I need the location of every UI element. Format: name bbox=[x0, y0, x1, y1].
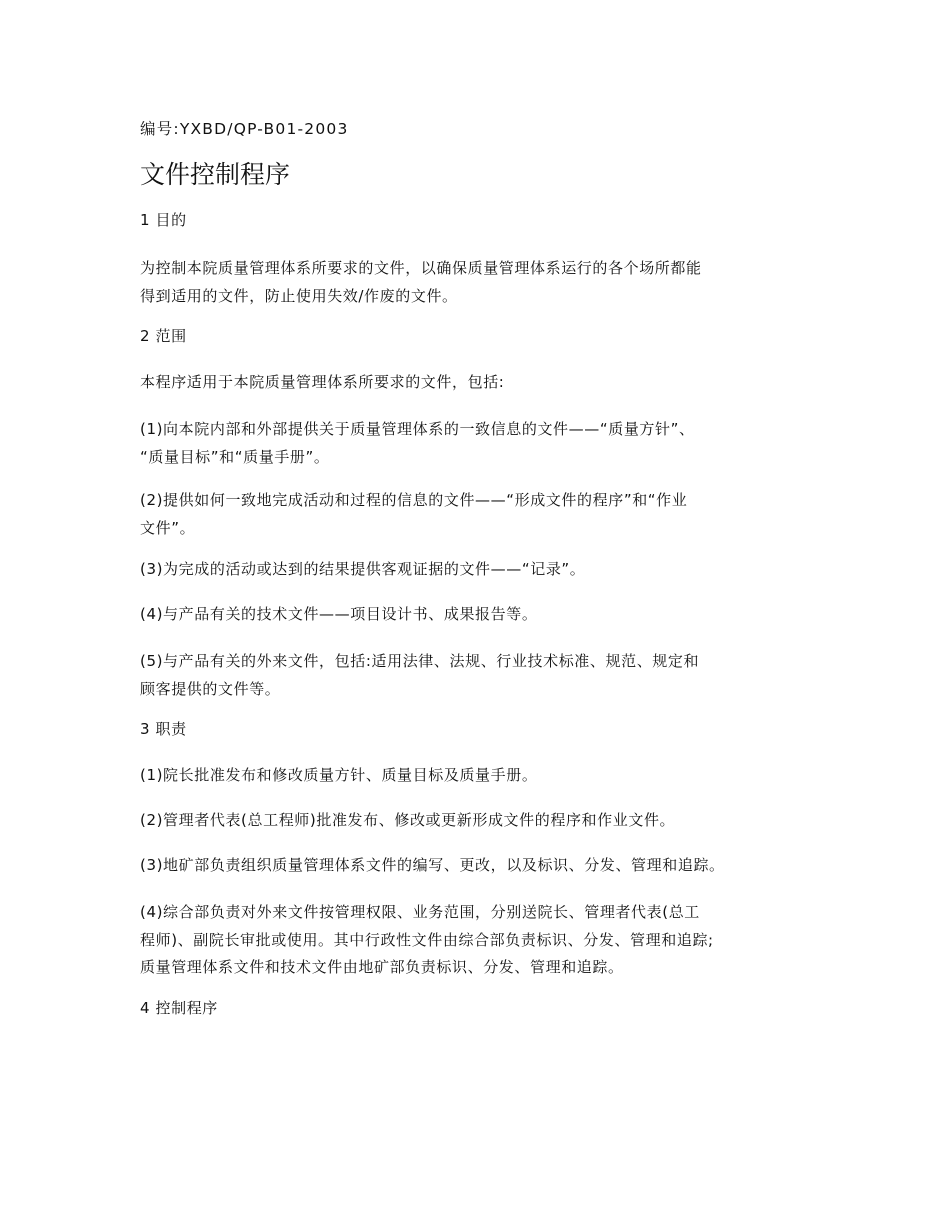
text-line: (5)与产品有关的外来文件，包括:适用法律、法规、行业技术标准、规范、规定和 bbox=[140, 652, 700, 670]
section-heading-duties: 3 职责 bbox=[140, 720, 187, 738]
text-line: “质量目标”和“质量手册”。 bbox=[140, 447, 330, 466]
text-line: (4)与产品有关的技术文件——项目设计书、成果报告等。 bbox=[140, 605, 538, 623]
document-title: 文件控制程序 bbox=[140, 160, 291, 189]
text-line: (3)地矿部负责组织质量管理体系文件的编写、更改，以及标识、分发、管理和追踪。 bbox=[140, 856, 725, 874]
scope-item-2 bbox=[140, 487, 830, 542]
text-line: (3)为完成的活动或达到的结果提供客观证据的文件——“记录”。 bbox=[140, 560, 586, 578]
duty-item-1 bbox=[140, 764, 830, 786]
text-line: (4)综合部负责对外来文件按管理权限、业务范围，分别送院长、管理者代表(总工 bbox=[140, 903, 700, 921]
text-line: 本程序适用于本院质量管理体系所要求的文件，包括: bbox=[140, 373, 505, 391]
scope-item-3 bbox=[140, 558, 830, 580]
duty-item-4 bbox=[140, 899, 830, 982]
text-line: 文件”。 bbox=[140, 518, 196, 537]
document-body bbox=[140, 119, 830, 1043]
text-line: (2)管理者代表(总工程师)批准发布、修改或更新形成文件的程序和作业文件。 bbox=[140, 811, 676, 829]
duty-item-2 bbox=[140, 809, 830, 831]
document-number: 编号:YXBD/QP-B01-2003 bbox=[140, 120, 349, 138]
text-line: 质量管理体系文件和技术文件由地矿部负责标识、分发、管理和追踪。 bbox=[140, 958, 624, 976]
text-line: (2)提供如何一致地完成活动和过程的信息的文件——“形成文件的程序”和“作业 bbox=[140, 491, 688, 509]
section-heading-control: 4 控制程序 bbox=[140, 998, 218, 1017]
scope-item-5 bbox=[140, 648, 830, 703]
scope-item-4 bbox=[140, 603, 830, 625]
duty-item-3 bbox=[140, 854, 830, 876]
purpose-paragraph bbox=[140, 255, 830, 310]
section-heading-purpose: 1 目的 bbox=[140, 211, 187, 229]
scope-intro bbox=[140, 371, 830, 393]
section-heading-scope: 2 范围 bbox=[140, 327, 187, 345]
text-line: (1)向本院内部和外部提供关于质量管理体系的一致信息的文件——“质量方针”、 bbox=[140, 420, 695, 438]
scope-item-1 bbox=[140, 416, 830, 471]
text-line: 得到适用的文件，防止使用失效/作废的文件。 bbox=[140, 286, 458, 305]
text-line: (1)院长批准发布和修改质量方针、质量目标及质量手册。 bbox=[140, 766, 538, 784]
text-line: 为控制本院质量管理体系所要求的文件，以确保质量管理体系运行的各个场所都能 bbox=[140, 259, 702, 277]
text-line: 顾客提供的文件等。 bbox=[140, 679, 281, 698]
text-line: 程师)、副院长审批或使用。其中行政性文件由综合部负责标识、分发、管理和追踪; bbox=[140, 930, 714, 949]
